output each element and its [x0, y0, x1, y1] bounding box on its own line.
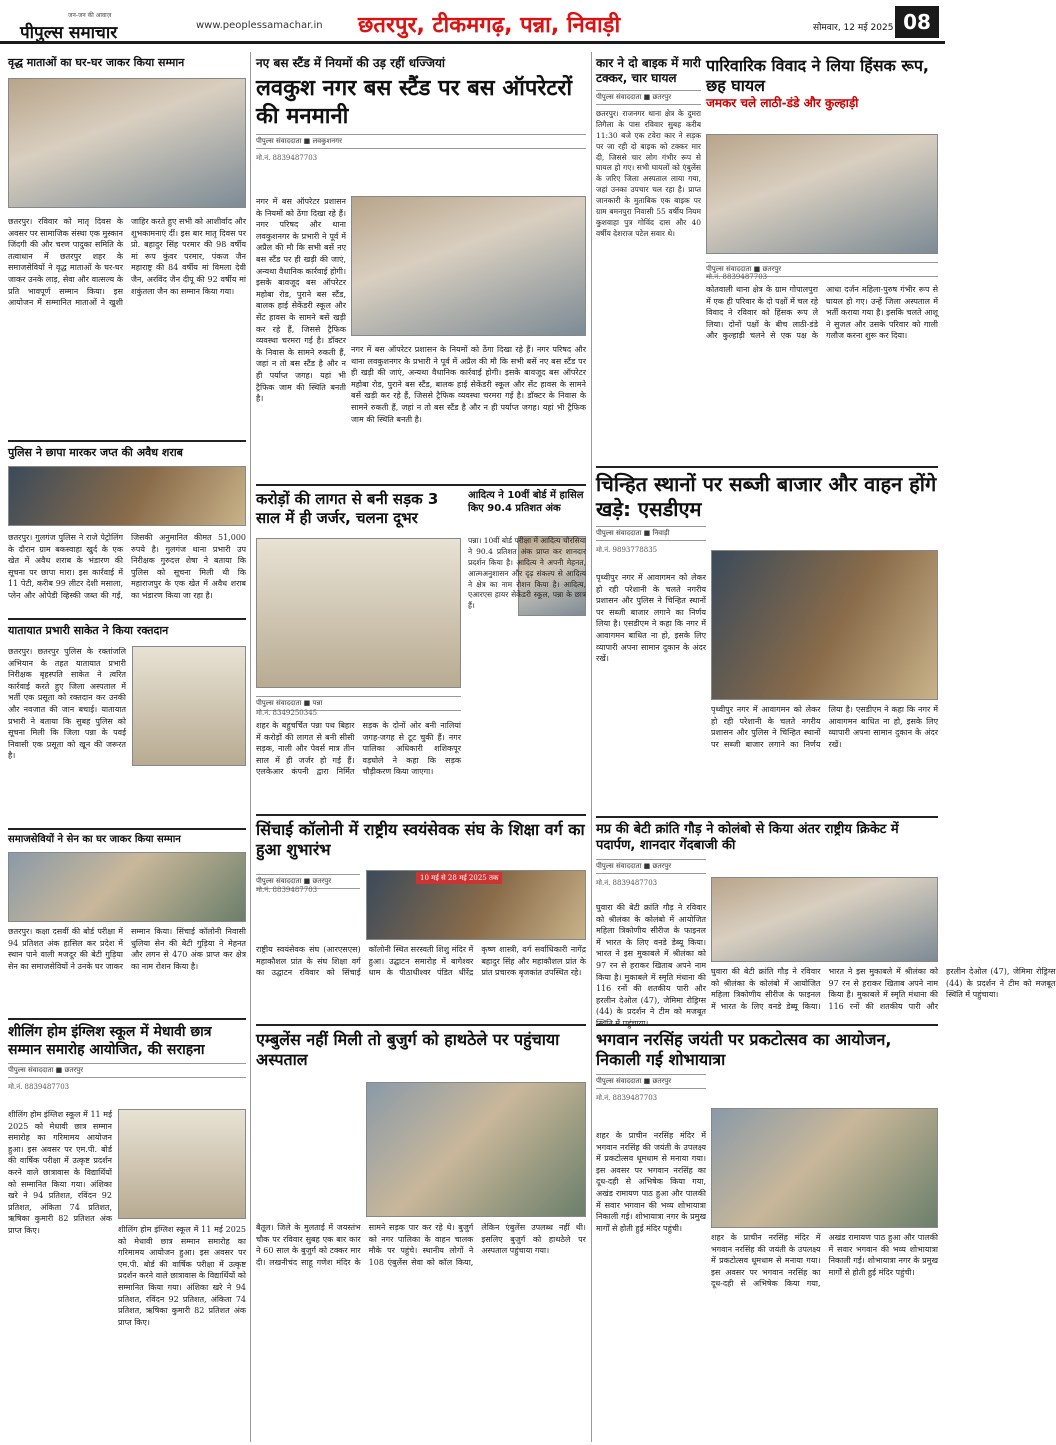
- article-body: घुवारा की बेटी क्रांति गौड़ ने रविवार को श्रीलंका के कोलंबो में आयोजित महिला त्रिकोणीय सीरीज के फाइनल में भारत के लिए वनडे डेब्यू किया। भारत ने इस मुकाबले में श्रीलंका को 97 रन से हराकर खिताब अपने नाम किया है। मुकाबले में स्मृति मंधाना की 116 रनों की शतकीय पारी और हरलीन देओल (47), जेमिमा रोड्रिग्स (44) के प्रदर्शन ने टीम को मजबूत: [596, 903, 706, 1017]
- issue-date: सोमवार, 12 मई 2025: [813, 23, 894, 33]
- headline: यातायात प्रभारी साकेत ने किया रक्तदान: [8, 624, 169, 637]
- headline: लवकुश नगर बस स्टैंड पर बस ऑपरेटरों की मनमानी: [256, 76, 573, 129]
- article-photo: [8, 852, 246, 922]
- article-sen-honored: [8, 834, 246, 1014]
- headline: एम्बुलेंस नहीं मिली तो बुजुर्ग को हाथठेले पर पहुंचाया अस्पताल: [256, 1030, 560, 1069]
- edition-title: छतरपुर, टीकमगढ़, पन्ना, निवाड़ी: [358, 13, 621, 38]
- article-body: शहर के प्राचीन नरसिंह मंदिर में भगवान नरसिंह की जयंती के उपलक्ष्य में प्रकटोत्सव धूमधाम से मनाया गया। इस अवसर पर भगवान नरसिंह का दूध-दही से अभिषेक किया गया, अखंड रामायण पाठ हुआ और पालकी में सवार भगवान की भव्य शोभायात्रा निकाली गई। शोभायात्रा नगर के प्रमुख मार्गों से होती हुई मंदिर पहुंची।: [596, 1131, 706, 1233]
- article-rss-camp: [256, 820, 586, 1020]
- article-body: छतरपुर। छतरपुर पुलिस के रक्तांजलि अभियान के तहत यातायात प्रभारी निरीक्षक बृहस्पति साकेत ने त्वरित कार्रवाई करते हुए जिला अस्पताल में भर्ती एक प्रसूता को रक्तदान कर उनकी और नवजात की जान बचाई। यातायात प्रभारी ने बताया कि सुबह पुलिस को सूचना मिली कि जिला पन्ना के पवई निवासी एक प्रसूता को खून की जरूरत है।: [8, 647, 126, 761]
- logo-tagline: जन-जन की आवाज़: [68, 12, 112, 19]
- byline: पीपुल्स संवाददाता ■ पन्ना: [256, 696, 461, 711]
- mobile-number: मो.नं. 8839487703: [596, 1094, 658, 1102]
- column-divider: [250, 52, 251, 1442]
- mobile-number: मो.नं. 8839487703: [596, 878, 658, 887]
- article-car-accident: [596, 56, 701, 461]
- article-photo: [711, 1108, 938, 1228]
- divider: [596, 1024, 938, 1026]
- article-photo: [8, 466, 246, 526]
- mobile-number: मो.नं. 8839487703: [256, 154, 318, 162]
- article-aditya-result: [468, 490, 586, 810]
- article-body-continued: घुवारा की बेटी क्रांति गौड़ ने रविवार को श्रीलंका के कोलंबो में आयोजित महिला त्रिकोणीय सीरीज के फाइनल में भारत के लिए वनडे डेब्यू किया। भारत ने इस मुकाबले में श्रीलंका को 97 रन से हराकर खिताब अपने नाम किया है। मुकाबले में स्मृति मंधाना की 116 रनों की शतकीय पारी और हरलीन देओल (47), जेमिमा रोड्रिग्स (44) के प्रदर्शन ने टीम को मजबूत स्थिति में पहुंचाया।: [711, 967, 1056, 1011]
- article-photo: [132, 646, 246, 766]
- article-photo: [118, 1109, 246, 1219]
- article-mothers-day: [8, 56, 246, 436]
- headline: भगवान नरसिंह जयंती पर प्रकटोत्सव का आयोजन, निकाली गई शोभायात्रा: [596, 1030, 892, 1069]
- article-vegetable-market: [596, 472, 938, 812]
- article-body: पन्ना। 10वीं बोर्ड परीक्षा में आदित्य चौरसिया ने 90.4 प्रतिशत अंक प्राप्त कर शानदार प्रदर्शन किया है। आदित्य ने अपनी मेहनत, आत्मअनुशासन और दृढ़ संकल्प से आदित्य ने क्षेत्र का नाम रोशन किया है। आदित्य, एआरएस हायर सेकेंडरी स्कूल, पन्ना के छात्र हैं।: [468, 536, 586, 611]
- headline: पारिवारिक विवाद ने लिया हिंसक रूप, छह घायल: [706, 56, 930, 95]
- byline: पीपुल्स संवाददाता ■ छतरपुर: [596, 90, 701, 105]
- article-body: राष्ट्रीय स्वयंसेवक संघ (आरएसएस) महाकौशल प्रांत के संघ शिक्षा वर्ग का उद्घाटन रविवार को सिंचाई कॉलोनी स्थित सरस्वती शिशु मंदिर में हुआ। उद्घाटन समारोह में बागेश्वर धाम के पीठाधीश्वर पंडित धीरेंद्र कृष्ण शास्त्री, वर्ग सर्वाधिकारी नागेंद्र बहादुर सिंह और महाकौशल प्रांत के प्रांत प्रचारक बृजकांत उपस्थित रहे।: [256, 945, 586, 978]
- article-photo: [8, 78, 246, 208]
- column-divider: [591, 52, 592, 1442]
- article-body: छतरपुर। गुलगंज पुलिस ने राजे पेट्रोलिंग के दौरान ग्राम बकस्वाहा खुर्द के एक खेत में अवैध शराब के भंडारण की सूचना पर छापा मारा। इस कार्रवाई में 11 पेटी, करीब 99 लीटर देशी मसाला, प्लेन और ओपेडी व्हिस्की जब्त की गई, जिसकी अनुमानित कीमत 51,000 रुपये है। गुलगंज थाना प्रभारी उप निरीक्षक गुरुदत्त शेषा ने बताया कि पुलिस को सूचना मिली थी कि महाराजपुर के एक खेत में अवैध शराब का भंडारण किया जा रहा है।: [8, 533, 246, 600]
- article-kranti-gaud: [596, 822, 1056, 1022]
- camp-banner: 10 मई से 28 मई 2025 तक: [416, 872, 502, 884]
- headline: आदित्य ने 10वीं बोर्ड में हासिल किए 90.4 प्रतिशत अंक: [468, 490, 584, 514]
- subheadline: जमकर चले लाठी-डंडे और कुल्हाड़ी: [706, 96, 859, 110]
- divider: [8, 440, 246, 442]
- article-body: बैतूल। जिले के मुलताई में जयस्तंभ चौक पर रविवार सुबह एक बार कार ने 60 साल के बुजुर्ग को टक्कर मार दी। लखनीचंद साहू गणेश मंदिर के सामने सड़क पार कर रहे थे। बुजुर्ग को नगर पालिका के वाहन चालक मौके पर पहुंचे। स्थानीय लोगों ने 108 एंबुलेंस सेवा को कॉल किया, लेकिन एंबुलेंस उपलब्ध नहीं थी। इसलिए बुजुर्ग को हाथठेले पर अस्पताल पहुंचाया गया।: [256, 1223, 586, 1267]
- page-number: 08: [895, 6, 939, 38]
- article-photo: [711, 550, 938, 700]
- article-body-continued: शहर के प्राचीन नरसिंह मंदिर में भगवान नरसिंह की जयंती के उपलक्ष्य में प्रकटोत्सव धूमधाम से मनाया गया। इस अवसर पर भगवान नरसिंह का दूध-दही से अभिषेक किया गया, अखंड रामायण पाठ हुआ और पालकी में सवार भगवान की भव्य शोभायात्रा निकाली गई। शोभायात्रा नगर के प्रमुख मार्गों से होती हुई मंदिर पहुंची।: [711, 1233, 938, 1289]
- byline: पीपुल्स संवाददाता ■ लवकुशनगर: [256, 134, 586, 149]
- logo-text: पीपुल्स समाचार: [20, 23, 118, 43]
- byline: पीपुल्स संवाददाता ■ छतरपुर: [596, 1074, 706, 1089]
- website-url[interactable]: www.peoplessamachar.in: [196, 20, 323, 31]
- headline: समाजसेवियों ने सेन का घर जाकर किया सम्मान: [8, 834, 181, 845]
- divider: [8, 828, 246, 830]
- article-liquor-seized: [8, 446, 246, 611]
- byline: पीपुल्स संवाददाता ■ छतरपुर: [596, 859, 706, 874]
- article-road-damaged: [256, 490, 461, 810]
- masthead: [0, 0, 945, 44]
- article-body: पृथ्वीपुर नगर में आवागमन को लेकर हो रही परेशानी के चलते नगरीय प्रशासन और पुलिस ने चिन्हित स्थानों पर सब्जी बाजार लगाने का निर्णय लिया है। एसडीएम ने कहा कि नगर में आवागमन बाधित ना हो, इसके लिए व्यापारी अपना सामान दुकान के अंदर रखें।: [596, 573, 706, 664]
- article-family-dispute: [706, 56, 938, 461]
- divider: [256, 814, 586, 816]
- article-body-continued: शीलिंग होम इंग्लिश स्कूल में 11 मई 2025 को मेधावी छात्र सम्मान समारोह का गरिमामय आयोजन हुआ। इस अवसर पर एम.पी. बोर्ड की वार्षिक परीक्षा में उत्कृष्ट प्रदर्शन करने वाले छात्रावास के विद्यार्थियों को सम्मानित किया गया। अंशिका खरे ने 94 प्रतिशत, रविंदन 92 प्रतिशत, अंकिता 74 प्रतिशत, ऋषिका कुमारी 82 प्रतिशत अंक प्राप्त किए।: [118, 1225, 246, 1327]
- article-body: छतरपुर। राजनगर थाना क्षेत्र के दुमरा तिगैला के पास रविवार सुबह करीब 11:30 बजे एक टवेरा कार ने सड़क पर जा रही दो बाइक को टक्कर मार दी, जिससे चार लोग गंभीर रूप से घायल हो गए। सभी घायलों को एंबुलेंस के जरिए जिला अस्पताल लाया गया, जहां उनका उपचार चल रहा है। प्राप्त जानकारी के मुताबिक एक बाइक पर ग्राम बमनपुरा निवासी 55 वर्षीय नियम कुशवाहा पुत्र गोविंद दास और 40 वर्षीय देशराज पटेल सवार थे।: [596, 109, 701, 238]
- headline: कार ने दो बाइक में मारी टक्कर, चार घायल: [596, 56, 701, 85]
- article-body: शीलिंग होम इंग्लिश स्कूल में 11 मई 2025 को मेधावी छात्र सम्मान समारोह का गरिमामय आयोजन हुआ। इस अवसर पर एम.पी. बोर्ड की वार्षिक परीक्षा में उत्कृष्ट प्रदर्शन करने वाले छात्रावास के विद्यार्थियों को सम्मानित किया गया। अंशिका खरे ने 94 प्रतिशत, रविंदन 92 प्रतिशत, अंकिता 74 प्रतिशत, ऋषिका कुमारी 82 प्रतिशत अंक प्राप्त किए।: [8, 1110, 112, 1235]
- divider: [256, 1024, 586, 1026]
- byline: पीपुल्स संवाददाता ■ छतरपुर: [256, 874, 360, 889]
- mobile-number: मो.नं. 8839487703: [256, 886, 318, 894]
- headline: करोड़ों की लागत से बनी सड़क 3 साल में ही जर्जर, चलना दूभर: [256, 490, 439, 527]
- mobile-number: मो.नं. 8839487703: [706, 273, 768, 281]
- mobile-number: मो.नं. 9893778835: [596, 546, 658, 554]
- article-body: छतरपुर। कक्षा दसवीं की बोर्ड परीक्षा में 94 प्रतिशत अंक हासिल कर प्रदेश में स्थान पाने वाली मजदूर की बेटी गुड़िया सेन का समाजसेवियों ने उनके घर जाकर सम्मान किया। सिंचाई कॉलोनी निवासी धुलिया सेन की बेटी गुड़िया ने मेहनत और लगन से 470 अंक प्राप्त कर क्षेत्र का नाम रोशन किया है।: [8, 927, 246, 971]
- headline: शीलिंग होम इंग्लिश स्कूल में मेधावी छात्र सम्मान समारोह आयोजित, की सराहना: [8, 1024, 212, 1058]
- newspaper-logo[interactable]: [8, 6, 188, 43]
- article-body-continued: नगर में बस ऑपरेटर प्रशासन के नियमों को ठेंगा दिखा रहे हैं। नगर परिषद और थाना लवकुशनगर के प्रभारी ने पूर्व में अप्रैल की मौ कि सभी बसें नए बस स्टैंड पर ही खड़ी की जाएं, अन्यथा वैधानिक कार्रवाई होगी। इसके बावजूद बस ऑपरेटर महोबा रोड, पुराने बस स्टैंड, बालक हाई सेकेंडरी स्कूल और सेंट हावस के सामने बसें खड़ी कर रहे हैं, जिससे ट्रैफिक व्यवस्था चरमरा गई है। डॉक्टर के निवास के सामने रुकती हैं, जहां न तो बस स्टैंड है और न ही पर्याप्त जगह। यहां भी ट्रैफिक जाम की स्थिति बनती है।: [351, 345, 586, 424]
- article-body: शहर के बहुचर्चित पन्ना पथ बिहार में करोड़ों की लागत से बनी सीसी सड़क, नाली और पेवर्स मात्र तीन साल में ही जर्जर हो गई हैं। एलकेआर कंपनी द्वारा निर्मित सड़क के दोनों ओर बनी नालियां जगह-जगह से टूट चुकी हैं। नगर पालिका अधिकारी शशिकपूर वड़घोले ने कहा कि सड़क चौड़ीकरण किया जाएगा।: [256, 721, 461, 777]
- byline: पीपुल्स संवाददाता ■ निवाड़ी: [596, 526, 706, 541]
- divider: [8, 618, 246, 620]
- article-ambulance: [256, 1030, 586, 1430]
- mobile-number: मो.नं. 8349250345: [256, 709, 318, 717]
- mobile-number: मो.नं. 8839487703: [8, 1083, 70, 1091]
- article-photo: [711, 877, 938, 962]
- article-photo: [351, 196, 586, 336]
- article-school-felicitation: [8, 1024, 246, 1434]
- divider: [596, 466, 938, 468]
- headline: मप्र की बेटी क्रांति गौड़ ने कोलंबो से किया अंतर राष्ट्रीय क्रिकेट में पदार्पण, शानदार गेंदबाजी की: [596, 822, 899, 854]
- article-body: नगर में बस ऑपरेटर प्रशासन के नियमों को ठेंगा दिखा रहे हैं। नगर परिषद और थाना लवकुशनगर के प्रभारी ने पूर्व में अप्रैल की मौ कि सभी बसें नए बस स्टैंड पर ही खड़ी की जाएं, अन्यथा वैधानिक कार्रवाई होगी। इसके बावजूद बस ऑपरेटर महोबा रोड, पुराने बस स्टैंड, बालक हाई सेकेंडरी स्कूल और सेंट हावस के सामने बसें खड़ी कर रहे हैं, जिससे ट्रैफिक व्यवस्था चरमरा गई है। डॉक्टर के निवास के सामने रुकती हैं, जहां न तो बस स्टैंड है और न ही पर्याप्त जगह। यहां भी ट्रैफिक जाम की स्थिति बनती है।: [256, 197, 346, 404]
- article-photo: [256, 538, 461, 688]
- headline: सिंचाई कॉलोनी में राष्ट्रीय स्वयंसेवक संघ के शिक्षा वर्ग का हुआ शुभारंभ: [256, 820, 585, 859]
- headline: चिन्हित स्थानों पर सब्जी बाजार और वाहन होंगे खड़े: एसडीएम: [596, 472, 937, 521]
- article-body: कोतवाली थाना क्षेत्र के ग्राम गोपालपुरा में एक ही परिवार के दो पक्षों में चल रहे विवाद ने रविवार को हिंसक रूप ले लिया। दोनों पक्षों के बीच लाठी-डंडे और कुल्हाड़ी चलने से एक पक्ष के आधा दर्जन महिला-पुरुष गंभीर रूप से घायल हो गए। उन्हें जिला अस्पताल में भर्ती कराया गया है। इसकि चलते आशू ने सुजल और उसके परिवार को गाली गलौज करना शुरू कर दिया।: [706, 285, 938, 341]
- article-blood-donation: [8, 624, 246, 824]
- article-narsingh-jayanti: [596, 1030, 938, 1430]
- byline: पीपुल्स संवाददाता ■ छतरपुर: [706, 262, 938, 277]
- divider: [596, 816, 938, 818]
- article-bus-stand: [256, 56, 586, 476]
- byline: पीपुल्स संवाददाता ■ छतरपुर: [8, 1063, 246, 1078]
- article-photo: [366, 1082, 586, 1217]
- article-photo: [706, 134, 938, 254]
- divider: [8, 1018, 246, 1020]
- kicker: नए बस स्टैंड में नियमों की उड़ रहीं धज्जियां: [256, 56, 446, 70]
- article-body-continued: पृथ्वीपुर नगर में आवागमन को लेकर हो रही परेशानी के चलते नगरीय प्रशासन और पुलिस ने चिन्हित स्थानों पर सब्जी बाजार लगाने का निर्णय लिया है। एसडीएम ने कहा कि नगर में आवागमन बाधित ना हो, इसके लिए व्यापारी अपना सामान दुकान के अंदर रखें।: [711, 705, 938, 749]
- divider: [256, 484, 586, 486]
- article-body: छतरपुर। रविवार को मातृ दिवस के अवसर पर सामाजिक संस्था एक मुस्कान जिंदगी की और चरण पादुका समिति के तत्वाधान में छतरपुर शहर के समाजसेवियों ने वृद्ध माताओं के घर-घर जाकर उनके लाड़, सेवा और वात्सल्य के प्रति भावपूर्ण सम्मान किया। इस आयोजन में सम्मानित माताओं ने खुशी जाहिर करते हुए सभी को आशीर्वाद और शुभकामनाएं दीं। इस बार मातृ दिवस पर प्रो. बहादुर सिंह परमार की 98 वर्षीय मां रूप कुंवर परमार, पंकज जैन महाराष्ट्र की 84 वर्षीय मां विमला देवी जैन, अरविंद जैन दीपू की 92 वर्षीय मां शकुंतला जैन का सम्मान किया गया।: [8, 217, 246, 308]
- headline: वृद्ध माताओं का घर-घर जाकर किया सम्मान: [8, 56, 185, 69]
- headline: पुलिस ने छापा मारकर जप्त की अवैध शराब: [8, 446, 183, 459]
